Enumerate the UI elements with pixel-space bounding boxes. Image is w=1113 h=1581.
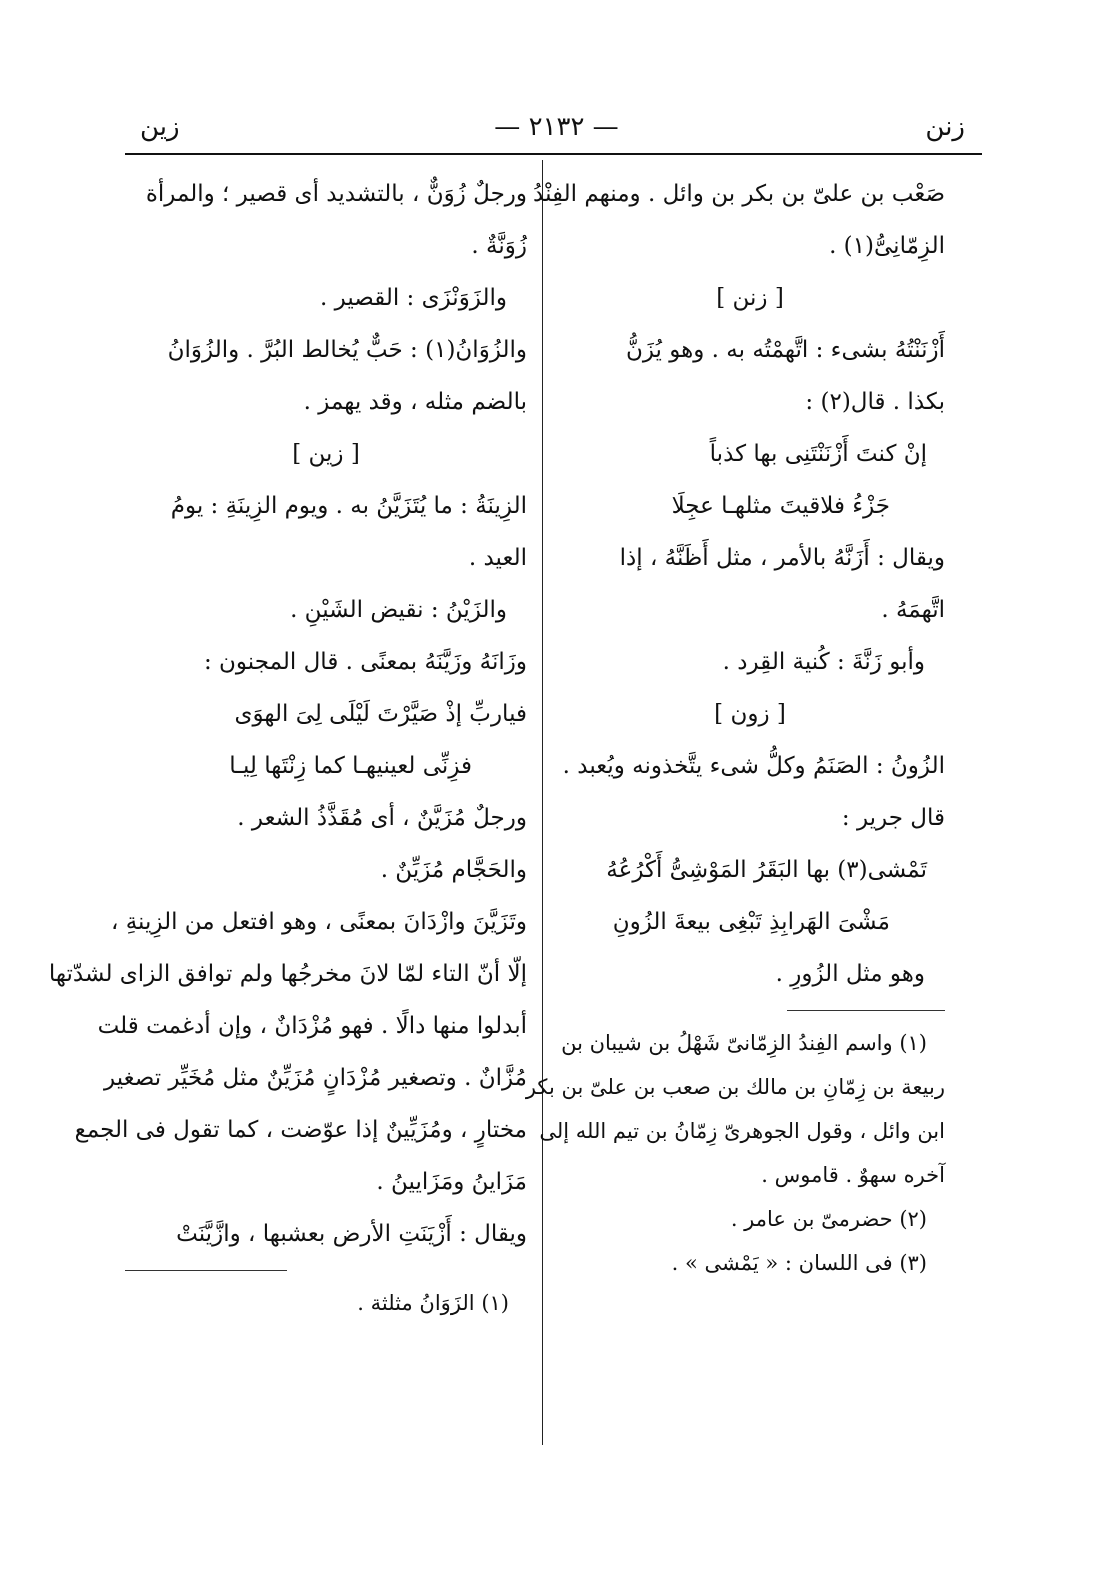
footnote-rule	[125, 1270, 287, 1271]
header-root-word-right: زنن	[925, 112, 965, 142]
footnote-line: (٣) فى اللسان : « يَمْشى » .	[671, 1251, 927, 1275]
text-line: مُزَّانٌ . وتصغير مُزْدَانٍ مُزَيِّنٌ مثل مُخَيِّر تصغير	[104, 1065, 527, 1091]
text-line: العيد .	[468, 545, 527, 571]
text-line: ورجلٌ زُوَنٌّ ، بالتشديد أى قصير ؛ والمرأة	[145, 181, 527, 207]
text-line: صَعْب بن علىّ بن بكر بن وائل . ومنهم الفِنْدُ	[533, 181, 945, 207]
entry-heading-znn: [ زنن ]	[716, 285, 784, 311]
header-root-word-left: زين	[140, 112, 180, 142]
verse-line: إنْ كنتَ أَزْنَنْتَنِى بها كذباً	[709, 441, 927, 467]
text-line: قال جرير :	[841, 805, 945, 831]
text-line: ويقال : أَزْيَنَتِ الأرض بعشبها ، وازَّيَّنَتْ	[176, 1221, 527, 1247]
verse-line: مَشْىَ الهَرابِذِ تَبْغِى بيعةَ الزُونِ	[612, 909, 890, 935]
text-line: ويقال : أَزَنَّهُ بالأمر ، مثل أَظَنَّهُ ، إذا	[619, 545, 945, 571]
text-line: بكذا . قال(٢) :	[805, 389, 945, 415]
footnote-line: (١) الزَوَانُ مثلثة .	[357, 1291, 509, 1315]
text-line: وهو مثل الزُورِ .	[775, 961, 925, 987]
text-line: الزُونُ : الصَنَمُ وكلُّ شىء يتَّخذونه ويُعبد .	[562, 753, 945, 779]
right-column	[525, 168, 945, 1285]
text-line: زُوَنَّةٌ .	[471, 233, 527, 259]
text-line: وتَزَيَّنَ وازْدَانَ بمعنًى ، وهو افتعل من الزِينةِ ،	[110, 909, 527, 935]
text-line: بالضم مثله ، وقد يهمز .	[303, 389, 527, 415]
text-line: ورجلٌ مُزَيَّنٌ ، أى مُقَذَّذُ الشعر .	[237, 805, 527, 831]
footnote-line: ربيعة بن زِمّانِ بن مالك بن صعب بن علىّ بن بكر	[525, 1075, 945, 1099]
header-rule	[125, 153, 982, 155]
text-line: أَزْنَنْتُهُ بشىء : اتَّهمْتُه به . وهو يُزَنُّ	[625, 337, 945, 363]
text-line: اتَّهمَهُ .	[881, 597, 945, 623]
footnote-line: آخره سهوٌ . قاموس .	[761, 1163, 945, 1187]
text-line: والحَجَّام مُزَيِّنٌ .	[380, 857, 527, 883]
text-line: وزَانَهُ وزَيَّنَهُ بمعنًى . قال المجنون :	[203, 649, 527, 675]
text-line: والزُوَانُ(١) : حَبٌّ يُخالط البُرَّ . والزُوَانُ	[167, 337, 527, 363]
verse-line: تَمْشى(٣) بها البَقَرُ المَوْشِىُّ أَكْرُعُهُ	[606, 857, 927, 883]
entry-heading-zwn: [ زون ]	[714, 701, 786, 727]
verse-line: جَزْءُ فلاقيتَ مثلهـا عجِلَا	[671, 493, 890, 519]
page-number: — ٢١٣٢ —	[494, 112, 619, 142]
verse-line: فزِنِّى لعينيهـا كما زِنْتَها لِيـا	[229, 753, 472, 779]
text-line: الزِينَةُ : ما يُتَزَيَّنُ به . ويوم الزِينَةِ : يومُ	[170, 493, 527, 519]
text-line: والزَيْنُ : نقيض الشَيْنِ .	[290, 597, 507, 623]
text-line: والزَوَنْزَى : القصير .	[320, 285, 507, 311]
verse-line: فياربِّ إذْ صَيَّرْتَ لَيْلَى لِىَ الهوَى	[234, 701, 527, 727]
entry-heading-zyn: [ زين ]	[292, 441, 360, 467]
text-line: مختارٍ ، ومُزَيِّينٌ إذا عوّضت ، كما تقول فى الجمع	[74, 1117, 527, 1143]
text-line: مَزَاينُ ومَزَايينُ .	[376, 1169, 527, 1195]
left-column	[48, 168, 527, 1325]
text-line: الزِمّانِىُّ(١) .	[829, 233, 945, 259]
footnote-line: (٢) حضرمىّ بن عامر .	[730, 1207, 927, 1231]
footnote-line: (١) واسم الفِندُ الزِمّانىّ شَهْلُ بن شيبان بن	[561, 1031, 927, 1055]
text-line: أبدلوا منها دالًا . فهو مُزْدَانٌ ، وإن أدغمت قلت	[97, 1013, 527, 1039]
text-line: إلّا أنّ التاء لمّا لانَ مخرجُها ولم توافق الزاى لشدّتها	[48, 961, 527, 987]
text-line: وأبو زَنَّةَ : كُنية القِرد .	[722, 649, 925, 675]
footnote-rule	[787, 1010, 945, 1011]
column-divider	[542, 160, 543, 1445]
footnote-line: ابن وائل ، وقول الجوهرىّ زِمّانُ بن تيم الله إلى	[539, 1119, 945, 1143]
